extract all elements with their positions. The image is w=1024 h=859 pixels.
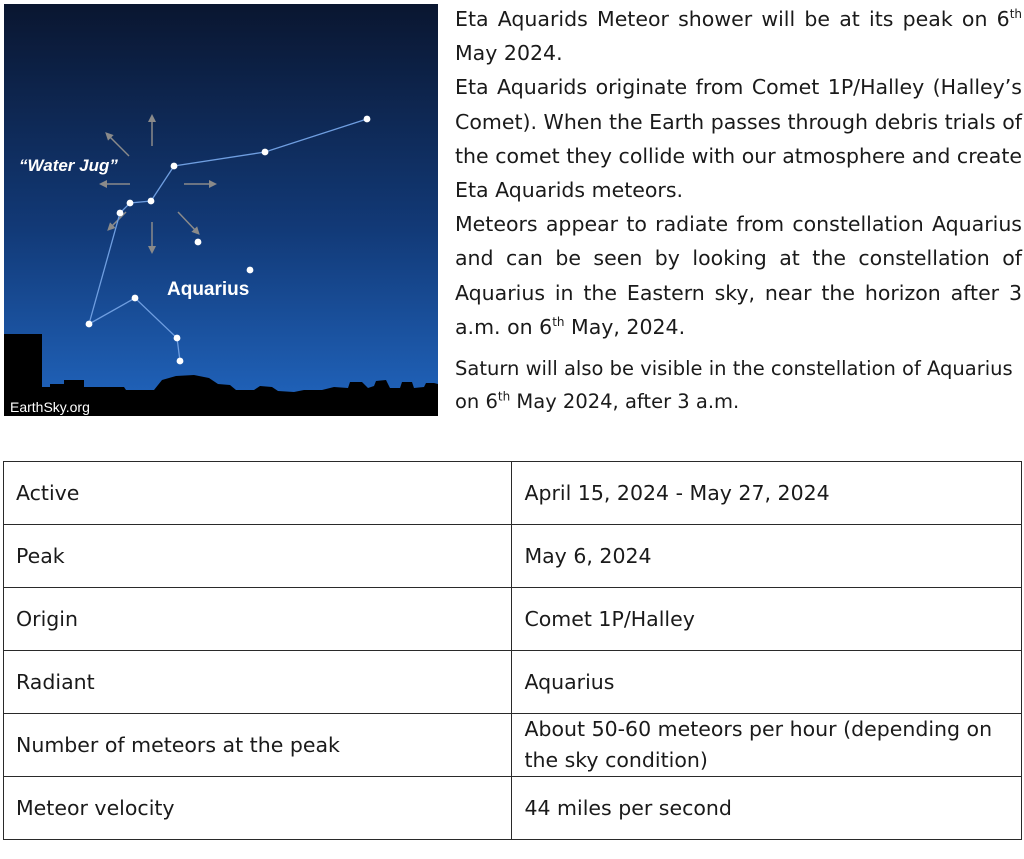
star [86,321,93,328]
image-credit: EarthSky.org [10,399,90,415]
row-value: About 50-60 meteors per hour (depending on the sky condition) [512,714,1022,777]
table-row [4,777,1022,840]
row-value: 44 miles per second [512,777,1022,840]
ordinal-suffix: th [497,389,511,404]
star [195,239,202,246]
night-sky-background [4,4,438,416]
row-label: Number of meteors at the peak [4,714,512,777]
ordinal-suffix: th [1009,7,1022,22]
table-row [4,462,1022,525]
star [132,295,139,302]
viewing-text-end: May, 2024. [564,314,686,339]
sky-chart-svg [4,4,438,416]
aquarius-label: Aquarius [167,279,250,300]
star [364,116,371,123]
meteor-facts-table [3,461,1022,840]
saturn-text-end: May 2024, after 3 a.m. [510,390,740,414]
star [127,200,134,207]
table-row [4,588,1022,651]
peak-date-text-end: May 2024. [455,41,563,66]
viewing-paragraph [455,207,1022,344]
aquarius-sky-image [4,4,438,416]
peak-date-paragraph [455,2,1022,70]
row-label: Active [4,462,512,525]
star [247,267,254,274]
ordinal-suffix: th [552,315,565,329]
row-label: Meteor velocity [4,777,512,840]
star [262,149,269,156]
row-label: Peak [4,525,512,588]
star [174,335,181,342]
star [171,163,178,170]
row-label: Origin [4,588,512,651]
star [117,210,124,217]
table-row [4,525,1022,588]
row-value: May 6, 2024 [512,525,1022,588]
row-value: April 15, 2024 - May 27, 2024 [512,462,1022,525]
table-row [4,651,1022,714]
row-value: Comet 1P/Halley [512,588,1022,651]
peak-date-text: Eta Aquarids Meteor shower will be at its peak on 6 [455,7,1010,31]
viewing-text: Meteors appear to radiate from constellation Aquarius and can be seen by looking at the constellation of Aquarius in the Eastern sky, near the horizon after 3 a.m. on 6 [455,212,1022,339]
saturn-paragraph [455,352,1022,418]
star [148,198,155,205]
water-jug-label: “Water Jug” [19,156,118,175]
saturn-text: Saturn will also be visible in the constellation of Aquarius on 6 [455,357,1013,414]
table-row [4,714,1022,777]
origin-paragraph: Eta Aquarids originate from Comet 1P/Halley (Halley’s Comet). When the Earth passes through debris trials of the comet they collide with our atmosphere and create Eta Aquarids meteors. [455,75,1022,203]
star [177,358,184,365]
intro-text [455,2,1022,418]
row-value: Aquarius [512,651,1022,714]
row-label: Radiant [4,651,512,714]
